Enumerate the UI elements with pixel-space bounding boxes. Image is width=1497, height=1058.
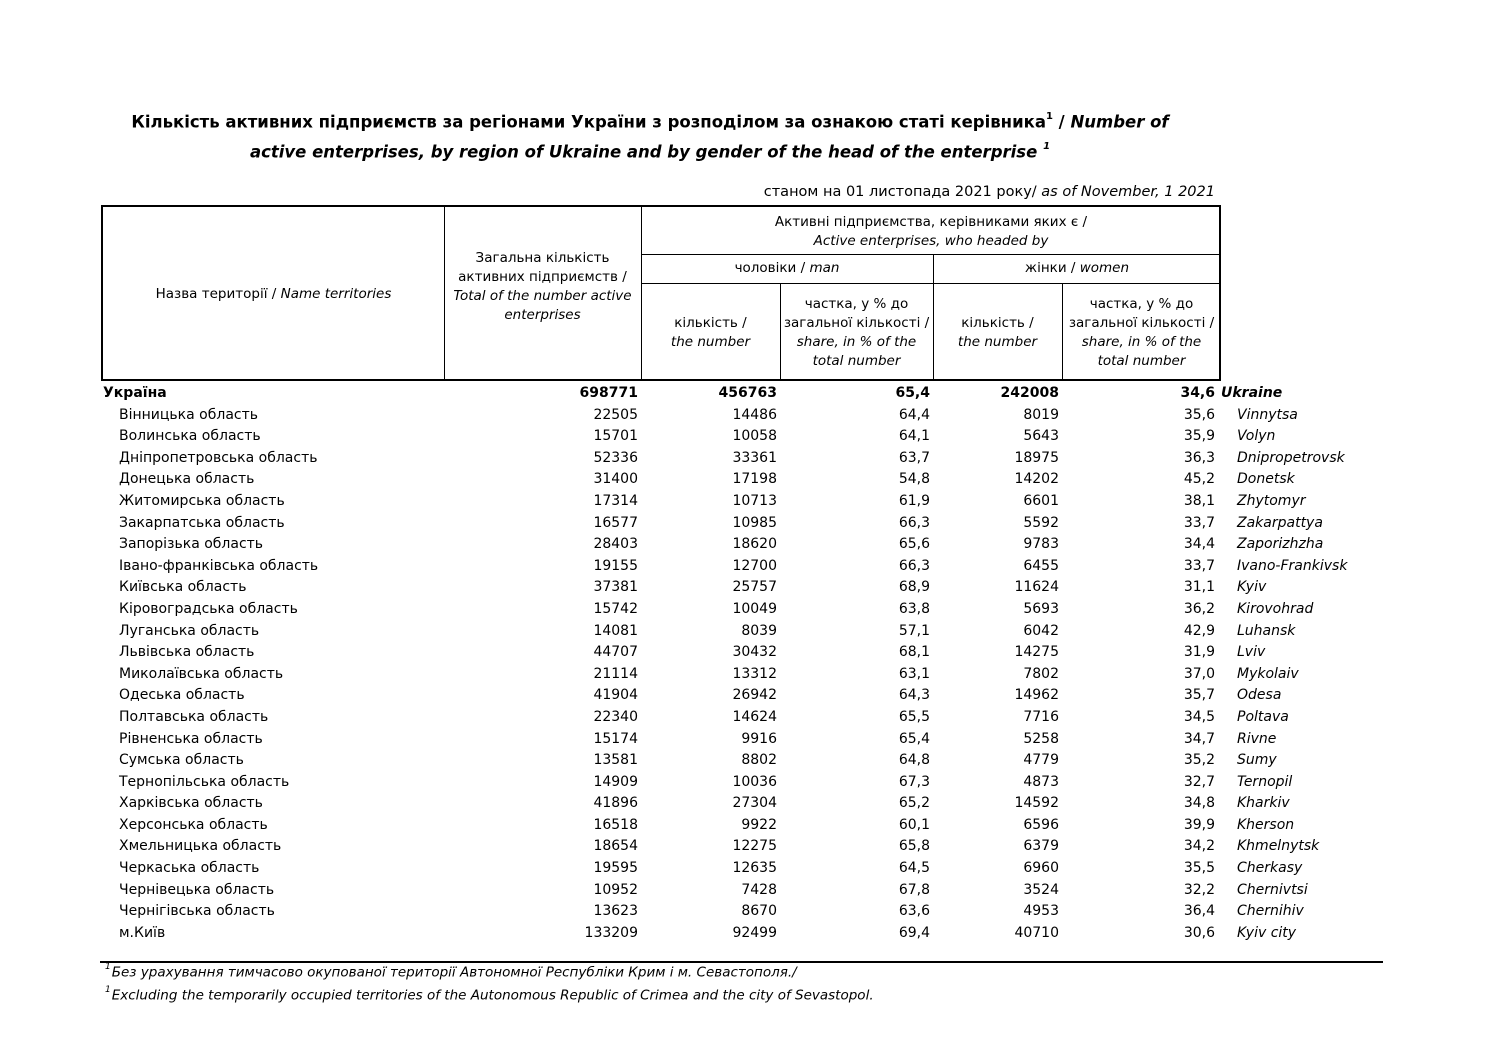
table-row (103, 448, 1363, 470)
men-share: 68,9 (898, 579, 930, 596)
total-count: 15174 (593, 730, 638, 747)
men-share: 64,5 (898, 860, 930, 877)
table-row (103, 793, 1363, 815)
page-title (60, 106, 1240, 165)
men-share: 63,8 (898, 600, 930, 617)
region-name-en: Zaporizhzha (1237, 536, 1324, 553)
table-header (101, 205, 1221, 381)
region-name-en: Vinnytsa (1237, 406, 1298, 423)
men-share: 65,4 (898, 730, 930, 747)
women-share: 33,7 (1183, 557, 1215, 574)
women-count: 3524 (1023, 881, 1059, 898)
total-count: 22505 (593, 406, 638, 423)
region-name-en: Ukraine (1221, 385, 1283, 401)
title-en-start: Number of (1070, 112, 1169, 132)
region-name: Кіровоградська область (119, 600, 298, 617)
header-women-count-ua: кількість / (961, 315, 1034, 331)
total-count: 13623 (593, 903, 638, 920)
footnote-mark-en: 1 (105, 985, 111, 995)
men-count: 12635 (732, 860, 777, 877)
total-count: 41904 (593, 687, 638, 704)
table-row (103, 815, 1363, 837)
table-row (103, 426, 1363, 448)
region-name: Рівненська область (119, 730, 263, 747)
women-count: 6042 (1023, 622, 1059, 639)
men-share: 61,9 (898, 492, 930, 509)
women-share: 35,7 (1183, 687, 1215, 704)
region-name: Івано-франківська область (119, 557, 319, 574)
women-count: 6601 (1023, 492, 1059, 509)
header-women (933, 259, 1221, 278)
total-count: 52336 (593, 449, 638, 466)
region-name-en: Odesa (1237, 687, 1282, 704)
region-name: Одеська область (119, 687, 245, 704)
women-count: 14962 (1014, 687, 1059, 704)
region-name: м.Київ (119, 924, 166, 941)
region-name: Чернігівська область (119, 903, 275, 920)
region-name-en: Khmelnytsk (1237, 838, 1320, 855)
table-row-total (103, 383, 1363, 405)
header-women-share (1062, 295, 1221, 371)
header-active-ua: Активні підприємства, керівниками яких є / (774, 214, 1088, 230)
region-name-en: Poltava (1237, 708, 1289, 725)
men-share: 64,1 (898, 428, 930, 445)
men-share: 64,3 (898, 687, 930, 704)
region-name-en: Zakarpattya (1237, 514, 1323, 531)
region-name-en: Zhytomyr (1237, 492, 1306, 509)
women-count: 6455 (1023, 557, 1059, 574)
men-share: 64,4 (898, 406, 930, 423)
women-share: 31,1 (1183, 579, 1215, 596)
header-total-ua: Загальна кількість активних підприємств / (458, 250, 627, 285)
total-count: 18654 (593, 838, 638, 855)
region-name-en: Rivne (1237, 730, 1277, 747)
women-share: 38,1 (1183, 492, 1215, 509)
men-share: 57,1 (898, 622, 930, 639)
men-count: 9922 (741, 816, 777, 833)
men-count: 18620 (732, 536, 777, 553)
region-name-en: Chernihiv (1237, 903, 1304, 920)
men-count: 92499 (732, 924, 777, 941)
men-share: 67,3 (898, 773, 930, 790)
women-share: 32,7 (1183, 773, 1215, 790)
title-footnote-mark: 1 (1045, 111, 1053, 122)
women-share: 42,9 (1183, 622, 1215, 639)
total-count: 15701 (593, 428, 638, 445)
header-name-en: Name territories (280, 286, 392, 302)
region-name: Миколаївська область (119, 665, 284, 682)
header-women-ua: жінки / (1024, 260, 1080, 276)
women-share: 31,9 (1183, 644, 1215, 661)
table-row (103, 642, 1363, 664)
header-men (641, 259, 933, 278)
women-share: 36,4 (1183, 903, 1215, 920)
women-share: 35,9 (1183, 428, 1215, 445)
men-count: 12700 (732, 557, 777, 574)
women-count: 14202 (1014, 471, 1059, 488)
men-count: 10985 (732, 514, 777, 531)
men-count: 12275 (732, 838, 777, 855)
table-row (103, 405, 1363, 427)
women-count: 4953 (1023, 903, 1059, 920)
men-share: 66,3 (898, 514, 930, 531)
men-count: 8802 (741, 752, 777, 769)
women-count: 4779 (1023, 752, 1059, 769)
header-men-count-en: the number (670, 334, 751, 350)
title-ua: Кількість активних підприємств за регіонами України з розподілом за ознакою статі керівника (131, 112, 1046, 132)
men-count: 30432 (732, 644, 777, 661)
total-count: 17314 (593, 492, 638, 509)
region-name: Житомирська область (119, 492, 285, 509)
table-body (103, 383, 1363, 944)
men-share: 69,4 (898, 924, 930, 941)
header-men-count-ua: кількість / (674, 315, 747, 331)
men-share: 66,3 (898, 557, 930, 574)
table-row (103, 556, 1363, 578)
women-share: 33,7 (1183, 514, 1215, 531)
women-share: 37,0 (1183, 665, 1215, 682)
men-count: 10036 (732, 773, 777, 790)
men-share: 63,6 (898, 903, 930, 920)
header-active-en: Active enterprises, who headed by (813, 233, 1049, 249)
women-count: 14592 (1014, 795, 1059, 812)
region-name: Черкаська область (119, 860, 260, 877)
region-name-en: Luhansk (1237, 622, 1296, 639)
women-count: 5643 (1023, 428, 1059, 445)
region-name-en: Ivano-Frankivsk (1237, 557, 1348, 574)
men-share: 54,8 (898, 471, 930, 488)
women-share: 35,5 (1183, 860, 1215, 877)
total-count: 14081 (593, 622, 638, 639)
region-name: Вінницька область (119, 406, 258, 423)
women-count: 7716 (1023, 708, 1059, 725)
women-count: 14275 (1014, 644, 1059, 661)
women-share: 34,8 (1183, 795, 1215, 812)
table-row (103, 664, 1363, 686)
title-en-end: active enterprises, by region of Ukraine and by gender of the head of the enterprise (249, 142, 1038, 161)
women-count: 7802 (1023, 665, 1059, 682)
men-share: 63,1 (898, 665, 930, 682)
men-share: 67,8 (898, 881, 930, 898)
men-share: 63,7 (898, 449, 930, 466)
table-row (103, 858, 1363, 880)
men-count: 9916 (741, 730, 777, 747)
women-share: 35,2 (1183, 752, 1215, 769)
men-share: 68,1 (898, 644, 930, 661)
region-name-en: Mykolaiv (1237, 665, 1299, 682)
title-footnote-mark-en: 1 (1043, 140, 1051, 152)
women-share: 45,2 (1183, 471, 1215, 488)
men-count: 10049 (732, 600, 777, 617)
women-count: 5258 (1023, 730, 1059, 747)
women-share: 34,2 (1183, 838, 1215, 855)
header-men-share (780, 295, 933, 371)
header-active (641, 213, 1221, 251)
region-name: Київська область (119, 579, 247, 596)
men-count: 14486 (732, 406, 777, 423)
footnote-text-en: Excluding the temporarily occupied territories of the Autonomous Republic of Crimea and the city of Sevastopol. (111, 987, 874, 1004)
table-row (103, 534, 1363, 556)
total-count: 19595 (593, 860, 638, 877)
region-name: Чернівецька область (119, 881, 275, 898)
women-count: 40710 (1014, 924, 1059, 941)
men-count: 25757 (732, 579, 777, 596)
total-count: 19155 (593, 557, 638, 574)
women-share: 30,6 (1183, 924, 1215, 941)
header-total-en: Total of the number active enterprises (453, 288, 632, 323)
header-men-share-en: share, in % of the total number (796, 334, 917, 369)
footnote-divider (100, 961, 1383, 963)
total-count: 21114 (593, 665, 638, 682)
header-name-territories (103, 285, 444, 304)
region-name-en: Cherkasy (1237, 860, 1303, 877)
region-name: Україна (103, 385, 167, 401)
header-women-en: women (1079, 260, 1130, 276)
total-count: 28403 (593, 536, 638, 553)
table-row (103, 750, 1363, 772)
region-name-en: Dnipropetrovsk (1237, 449, 1345, 466)
region-name: Харківська область (119, 795, 263, 812)
women-share: 34,5 (1183, 708, 1215, 725)
women-share: 34,7 (1183, 730, 1215, 747)
women-share: 36,2 (1183, 600, 1215, 617)
header-women-share-ua: частка, у % до загальної кількості / (1068, 296, 1215, 331)
women-count: 11624 (1014, 579, 1059, 596)
region-name: Волинська область (119, 428, 261, 445)
header-men-en: man (809, 260, 840, 276)
women-count: 5592 (1023, 514, 1059, 531)
footnote-en (105, 987, 874, 1004)
total-count: 16577 (593, 514, 638, 531)
total-count: 15742 (593, 600, 638, 617)
women-share: 35,6 (1183, 406, 1215, 423)
footnote-text-ua: Без урахування тимчасово окупованої території Автономної Республіки Крим і м. Севастополя./ (111, 964, 797, 981)
table-row (103, 513, 1363, 535)
men-share: 65,2 (898, 795, 930, 812)
men-share: 65,5 (898, 708, 930, 725)
table-row (103, 880, 1363, 902)
women-share: 34,4 (1183, 536, 1215, 553)
total-count: 22340 (593, 708, 638, 725)
region-name-en: Kherson (1237, 816, 1295, 833)
region-name: Сумська область (119, 752, 244, 769)
women-count: 242008 (1000, 385, 1059, 401)
header-total (444, 249, 641, 325)
total-count: 41896 (593, 795, 638, 812)
men-share: 60,1 (898, 816, 930, 833)
table-row (103, 685, 1363, 707)
header-men-share-ua: частка, у % до загальної кількості / (783, 296, 930, 331)
header-men-ua: чоловіки / (734, 260, 810, 276)
header-name-ua: Назва території / (155, 286, 281, 302)
table-row (103, 729, 1363, 751)
region-name-en: Donetsk (1237, 471, 1295, 488)
table-row (103, 621, 1363, 643)
region-name-en: Ternopil (1237, 773, 1293, 790)
region-name: Дніпропетровська область (119, 449, 318, 466)
men-count: 27304 (732, 795, 777, 812)
header-women-count-en: the number (957, 334, 1038, 350)
table-row (103, 577, 1363, 599)
table-row (103, 469, 1363, 491)
total-count: 44707 (593, 644, 638, 661)
region-name: Донецька область (119, 471, 255, 488)
header-women-share-en: share, in % of the total number (1081, 334, 1202, 369)
table-row (103, 772, 1363, 794)
region-name-en: Kharkiv (1237, 795, 1290, 812)
men-share: 65,4 (895, 385, 930, 401)
region-name: Запорізька область (119, 536, 264, 553)
men-count: 10713 (732, 492, 777, 509)
total-count: 13581 (593, 752, 638, 769)
title-separator: / (1052, 112, 1071, 132)
men-share: 65,8 (898, 838, 930, 855)
table-row (103, 707, 1363, 729)
region-name: Полтавська область (119, 708, 269, 725)
footnote-mark-ua: 1 (105, 962, 111, 972)
region-name-en: Kyiv (1237, 579, 1267, 596)
header-women-count (933, 314, 1062, 352)
men-count: 7428 (741, 881, 777, 898)
men-count: 13312 (732, 665, 777, 682)
table-row (103, 599, 1363, 621)
region-name-en: Lviv (1237, 644, 1266, 661)
women-count: 6960 (1023, 860, 1059, 877)
women-share: 34,6 (1180, 385, 1215, 401)
header-men-count (641, 314, 780, 352)
total-count: 14909 (593, 773, 638, 790)
table-row (103, 491, 1363, 513)
total-count: 133209 (584, 924, 638, 941)
men-count: 10058 (732, 428, 777, 445)
men-share: 64,8 (898, 752, 930, 769)
table-row (103, 901, 1363, 923)
total-count: 37381 (593, 579, 638, 596)
women-count: 6379 (1023, 838, 1059, 855)
women-count: 18975 (1014, 449, 1059, 466)
men-count: 17198 (732, 471, 777, 488)
region-name: Львівська область (119, 644, 255, 661)
region-name-en: Kirovohrad (1237, 600, 1314, 617)
table-row (103, 923, 1363, 945)
women-share: 39,9 (1183, 816, 1215, 833)
total-count: 698771 (579, 385, 638, 401)
total-count: 10952 (593, 881, 638, 898)
men-count: 456763 (718, 385, 777, 401)
men-count: 14624 (732, 708, 777, 725)
total-count: 16518 (593, 816, 638, 833)
men-count: 8039 (741, 622, 777, 639)
women-count: 4873 (1023, 773, 1059, 790)
footnote-ua (105, 964, 797, 981)
women-share: 36,3 (1183, 449, 1215, 466)
region-name: Закарпатська область (119, 514, 285, 531)
as-of-date (764, 184, 1215, 200)
men-count: 33361 (732, 449, 777, 466)
as-of-en: as of November, 1 2021 (1041, 184, 1215, 200)
region-name: Хмельницька область (119, 838, 282, 855)
women-count: 5693 (1023, 600, 1059, 617)
women-count: 9783 (1023, 536, 1059, 553)
men-count: 8670 (741, 903, 777, 920)
region-name: Херсонська область (119, 816, 268, 833)
region-name-en: Chernivtsi (1237, 881, 1308, 898)
men-count: 26942 (732, 687, 777, 704)
total-count: 31400 (593, 471, 638, 488)
region-name: Тернопільська область (119, 773, 290, 790)
title-line-2 (60, 136, 1240, 166)
region-name: Луганська область (119, 622, 260, 639)
title-line-1 (60, 106, 1240, 136)
as-of-ua: станом на 01 листопада 2021 року/ (763, 184, 1037, 200)
region-name-en: Volyn (1237, 428, 1276, 445)
men-share: 65,6 (898, 536, 930, 553)
region-name-en: Kyiv city (1237, 924, 1297, 941)
women-count: 6596 (1023, 816, 1059, 833)
table-row (103, 836, 1363, 858)
women-count: 8019 (1023, 406, 1059, 423)
region-name-en: Sumy (1237, 752, 1277, 769)
women-share: 32,2 (1183, 881, 1215, 898)
